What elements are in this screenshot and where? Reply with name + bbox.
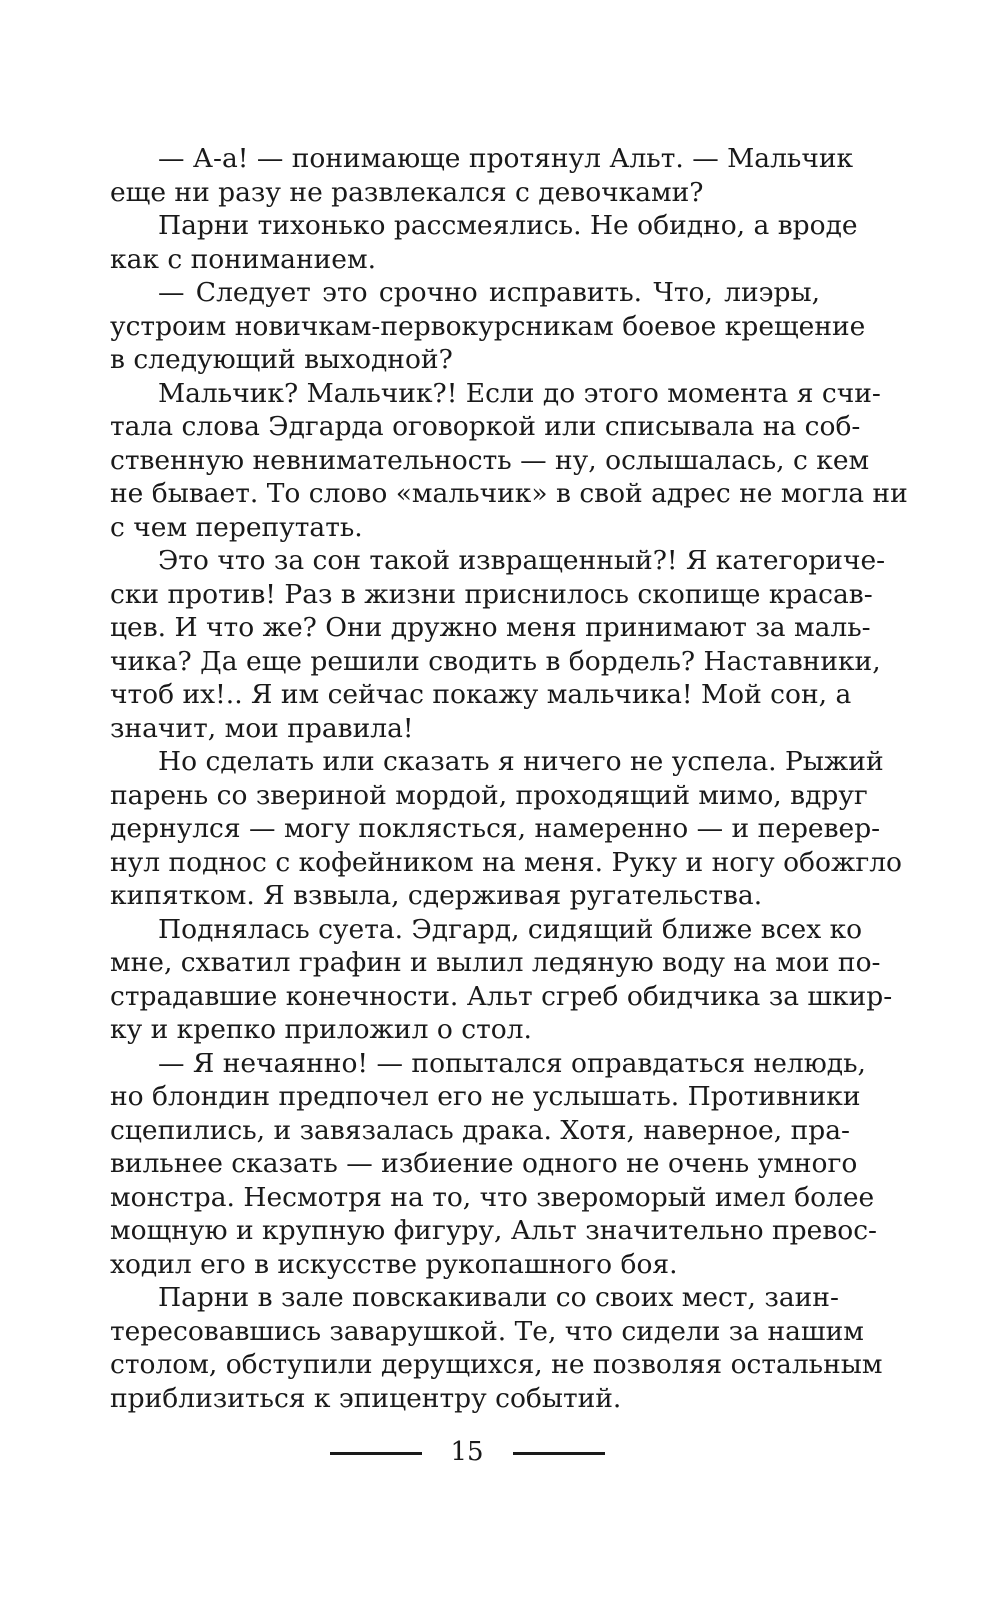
text-line: тала слова Эдгарда оговоркой или списывала на соб- [110,411,861,442]
text-line: цев. И что же? Они дружно меня принимают за маль- [110,612,871,643]
text-line: — Я нечаянно! — попытался оправдаться нелюдь, [158,1047,866,1079]
text-line: значит, мои правила! [110,712,414,744]
text-line: ходил его в искусстве рукопашного боя. [110,1248,678,1280]
text-line: — Следует это срочно исправить. Что, лиэры, [158,277,820,308]
text-line: мощную и крупную фигуру, Альт значительно превос- [110,1215,877,1246]
text-line: нул поднос с кофейником на меня. Руку и ногу обожгло [110,846,902,878]
text-line: Поднялась суета. Эдгард, сидящий ближе всех ко [158,913,863,945]
text-line: Мальчик? Мальчик?! Если до этого момента я счи- [158,377,881,409]
text-line: чтоб их!.. Я им сейчас покажу мальчика! Мой сон, а [110,679,852,710]
text-line: ку и крепко приложил о стол. [110,1014,532,1045]
text-line: — А-а! — понимающе протянул Альт. — Мальчик [158,143,854,174]
text-line: еще ни разу не развлекался с девочками? [110,176,704,208]
text-line: Парни тихонько рассмеялись. Не обидно, а вроде [158,210,858,241]
text-line: вильнее сказать — избиение одного не очень умного [110,1148,858,1179]
text-line: в следующий выходной? [110,344,453,375]
text-line: сцепились, и завязалась драка. Хотя, наверное, пра- [110,1114,850,1146]
text-line: монстра. Несмотря на то, что звероморый имел более [110,1181,875,1213]
text-line: дернулся — могу поклясться, намеренно — и перевер- [110,813,881,844]
text-line: Но сделать или сказать я ничего не успела. Рыжий [158,746,884,777]
page-footer [0,1436,1000,1476]
text-line: как с пониманием. [110,243,377,275]
text-line: Парни в зале повскакивали со своих мест, заин- [158,1282,839,1313]
text-line: устроим новичкам-первокурсникам боевое крещение [110,310,866,342]
text-line: мне, схватил графин и вылил ледяную воду на мои по- [110,947,881,978]
footer-rule-right [513,1452,605,1455]
text-line: ски против! Раз в жизни приснилось скопище красав- [110,578,873,610]
text-line: парень со звериной мордой, проходящий мимо, вдруг [110,779,868,811]
text-line: столом, обступили дерущихся, не позволяя остальным [110,1349,883,1380]
text-line: но блондин предпочел его не услышать. Противники [110,1081,861,1112]
text-line: чика? Да еще решили сводить в бордель? Наставники, [110,645,881,677]
text-line: ственную невнимательность — ну, ослышалась, с кем [110,444,870,476]
footer-rule-left [330,1452,422,1455]
page-number: 15 [450,1437,484,1467]
body-text [110,142,908,1415]
text-line: кипятком. Я взвыла, сдерживая ругательства. [110,880,763,911]
text-line: не бывает. То слово «мальчик» в свой адрес не могла ни [110,478,908,509]
text-line: с чем перепутать. [110,511,363,543]
text-line: страдавшие конечности. Альт сгреб обидчика за шкир- [110,980,893,1012]
text-line: Это что за сон такой извращенный?! Я категориче- [158,545,886,576]
text-line: приблизиться к эпицентру событий. [110,1382,622,1414]
text-line: тересовавшись заварушкой. Те, что сидели за нашим [110,1315,864,1347]
